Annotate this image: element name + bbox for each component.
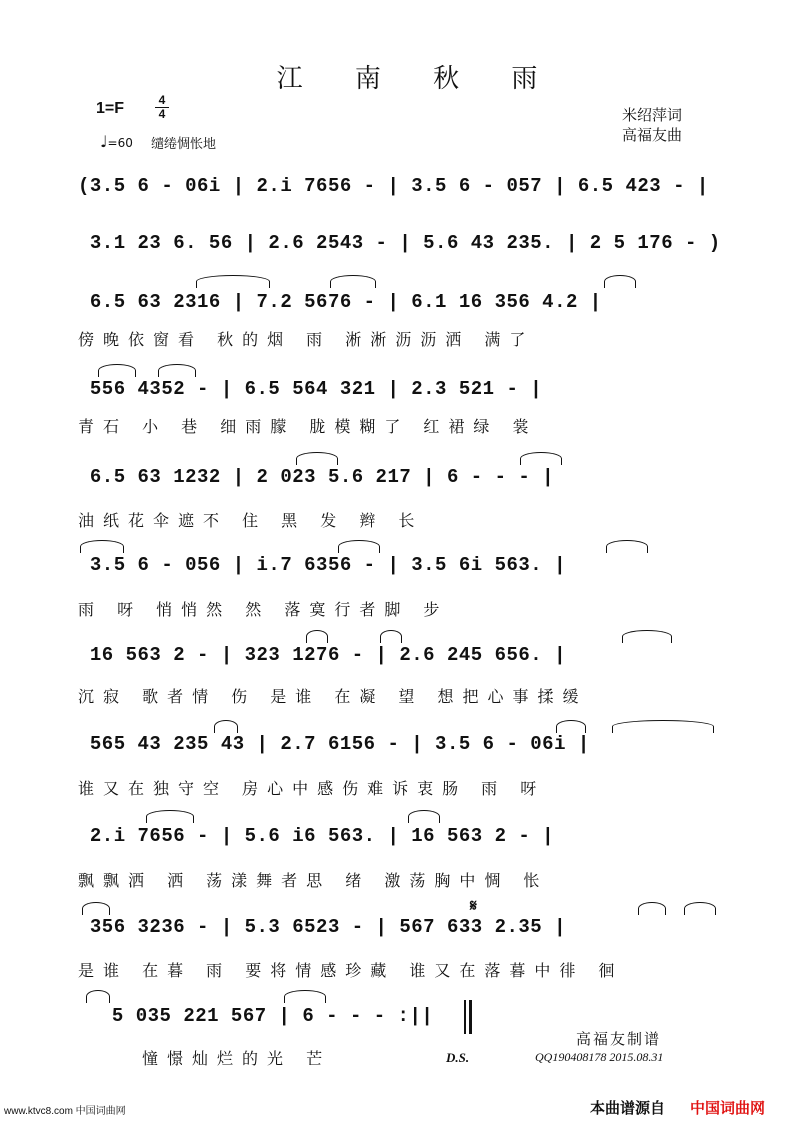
slur-mark bbox=[556, 720, 586, 733]
footer-site-link[interactable]: www.ktvc8.com 中国词曲网 bbox=[4, 1106, 126, 1117]
lyric-line-10: 是谁 在暮 雨 要将情感珍藏 谁又在落暮中徘 徊 bbox=[78, 961, 624, 980]
score-line-3: 6.5 63 2316 | 7.2 5676 - | 6.1 16 356 4.2 | bbox=[78, 291, 602, 313]
final-barline-thin bbox=[464, 1000, 466, 1034]
composer-credit: 高福友曲 bbox=[622, 126, 683, 144]
footer-source-label: 本曲谱源自 bbox=[590, 1099, 666, 1117]
slur-mark bbox=[606, 540, 648, 553]
lyric-line-3: 傍晚依窗看 秋的烟 雨 淅淅沥沥洒 满了 bbox=[78, 330, 535, 349]
slur-mark bbox=[284, 990, 326, 1003]
slur-mark bbox=[196, 275, 270, 288]
slur-mark bbox=[612, 720, 714, 733]
tie-mark bbox=[684, 902, 716, 915]
lyricist-credit: 米绍萍词 bbox=[622, 106, 683, 124]
score-line-11: 5 035 221 567 | 6 - - - :|| bbox=[100, 1005, 434, 1027]
score-line-10: 356 3236 - | 5.3 6523 - | 567 633 2.35 | bbox=[78, 916, 566, 938]
time-signature-bottom: 4 bbox=[155, 107, 169, 121]
lyric-line-8: 谁又在独守空 房心中感伤难诉衷肠 雨 呀 bbox=[78, 779, 546, 798]
quarter-note-icon: ♩ bbox=[100, 132, 108, 151]
slur-mark bbox=[214, 720, 238, 733]
tempo-mark bbox=[100, 132, 133, 151]
slur-mark bbox=[146, 810, 194, 823]
lyric-line-6: 雨 呀 悄悄然 然 落寞行者脚 步 bbox=[78, 600, 449, 619]
time-signature bbox=[155, 94, 169, 121]
slur-mark bbox=[158, 364, 196, 377]
key-signature: 1=F bbox=[96, 100, 125, 117]
score-line-1: (3.5 6 - 06i | 2.i 7656 - | 3.5 6 - 057 | 6.5 423 - | bbox=[78, 175, 709, 197]
tempo-value: =60 bbox=[107, 136, 133, 150]
slur-mark bbox=[604, 275, 636, 288]
lyric-line-4: 青石 小 巷 细雨朦 胧模糊了 红裙绿 裳 bbox=[78, 417, 538, 436]
segno-icon: 𝄋 bbox=[470, 896, 477, 915]
time-signature-top: 4 bbox=[158, 93, 166, 107]
score-line-7: 16 563 2 - | 323 1276 - | 2.6 245 656. | bbox=[78, 644, 566, 666]
tie-mark bbox=[296, 452, 338, 465]
score-line-6: 3.5 6 - 056 | i.7 6356 - | 3.5 6i 563. | bbox=[78, 554, 566, 576]
tie-mark bbox=[86, 990, 110, 1003]
slur-mark bbox=[520, 452, 562, 465]
slur-mark bbox=[98, 364, 136, 377]
dal-segno-mark: D.S. bbox=[446, 1050, 470, 1065]
slur-mark bbox=[306, 630, 328, 643]
score-line-4: 556 4352 - | 6.5 564 321 | 2.3 521 - | bbox=[78, 378, 543, 400]
slur-mark bbox=[338, 540, 380, 553]
slur-mark bbox=[622, 630, 672, 643]
slur-mark bbox=[408, 810, 440, 823]
slur-mark bbox=[638, 902, 666, 915]
song-title: 江 南 秋 雨 bbox=[276, 64, 560, 94]
slur-mark bbox=[82, 902, 110, 915]
footer-brand-link[interactable]: 中国词曲网 bbox=[690, 1099, 766, 1117]
slur-mark bbox=[80, 540, 124, 553]
final-barline-thick bbox=[469, 1000, 472, 1034]
slur-mark bbox=[330, 275, 376, 288]
score-line-5: 6.5 63 1232 | 2 023 5.6 217 | 6 - - - | bbox=[78, 466, 555, 488]
lyric-line-7: 沉寂 歌者情 伤 是谁 在凝 望 想把心事揉缓 bbox=[78, 687, 588, 706]
slur-mark bbox=[380, 630, 402, 643]
score-line-9: 2.i 7656 - | 5.6 i6 563. | 16 563 2 - | bbox=[78, 825, 555, 847]
lyric-line-11: 憧憬灿烂的光 芒 bbox=[142, 1049, 332, 1068]
lyric-line-5: 油纸花伞遮不 住 黑 发 辫 长 bbox=[78, 511, 424, 530]
transcriber-credit: 高福友制谱 bbox=[576, 1030, 662, 1048]
score-line-8: 565 43 235 43 | 2.7 6156 - | 3.5 6 - 06i | bbox=[78, 733, 590, 755]
expression-mark: 缱绻惆怅地 bbox=[151, 137, 217, 152]
transcriber-contact: QQ190408178 2015.08.31 bbox=[535, 1050, 664, 1064]
score-line-2: 3.1 23 6. 56 | 2.6 2543 - | 5.6 43 235. | 2 5 176 - ) bbox=[78, 232, 721, 254]
lyric-line-9: 飘飘洒 洒 荡漾舞者思 绪 激荡胸中惆 怅 bbox=[78, 871, 549, 890]
